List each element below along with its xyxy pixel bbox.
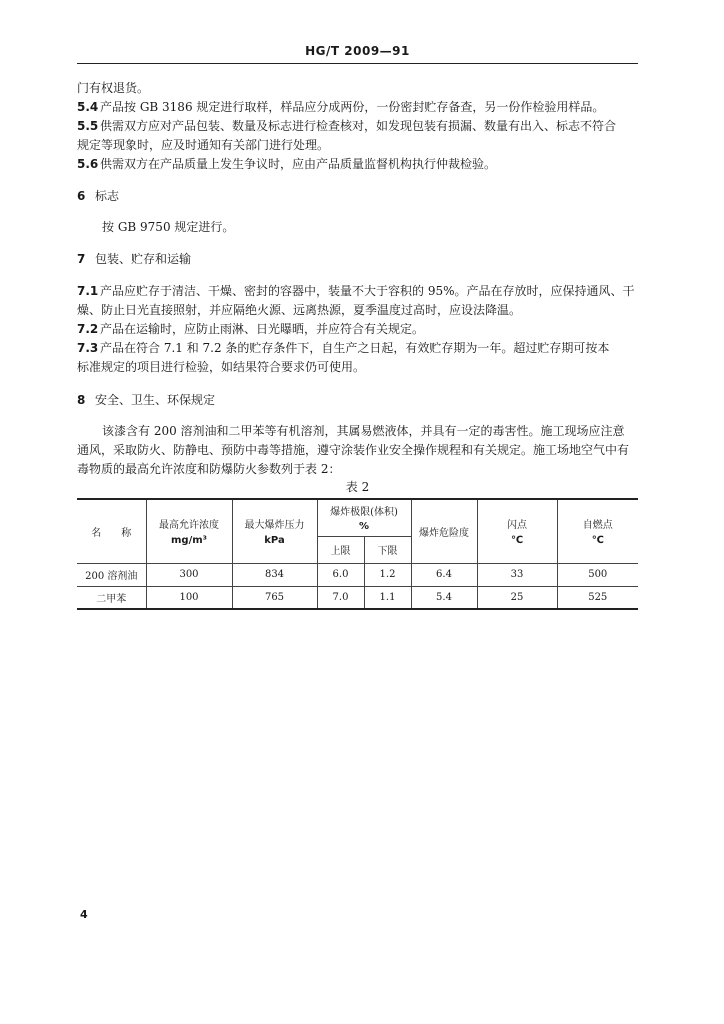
clause-number: 5.4 xyxy=(77,100,99,114)
header-autoignition xyxy=(557,499,638,563)
section-number: 8 xyxy=(77,393,86,407)
clause-5-5 xyxy=(77,116,638,136)
clause-text: 供需双方应对产品包装、数量及标志进行检查核对，如发现包装有损漏、数量有出入、标志不符合 xyxy=(100,119,617,133)
header-unit: mg/m³ xyxy=(170,535,208,547)
clause-text: 供需双方在产品质量上发生争议时，应由产品质量监督机构执行仲裁检验。 xyxy=(100,157,497,171)
clause-text: 产品按 GB 3186 规定进行取样，样品应分成两份，一份密封贮存备查，另一份作检验用样品。 xyxy=(100,100,605,114)
header-hazard: 爆炸危险度 xyxy=(411,499,477,563)
section-number: 7 xyxy=(77,252,86,266)
section-8-text-line-3: 毒物质的最高允许浓度和防爆防火参数列于表 2： xyxy=(77,462,341,476)
section-8-heading xyxy=(77,390,638,410)
section-6-heading xyxy=(77,186,638,206)
header-label: 自燃点 xyxy=(582,520,613,532)
header-rule xyxy=(77,63,638,64)
cell-upper-limit: 7.0 xyxy=(317,586,364,609)
cell-hazard: 6.4 xyxy=(411,563,477,586)
header-unit: ℃ xyxy=(510,535,524,547)
section-title: 标志 xyxy=(95,189,120,203)
clause-number: 5.5 xyxy=(77,119,99,133)
clause-text: 产品应贮存于清洁、干燥、密封的容器中，装量不大于容积的 95%。产品在存放时，应保持通风、干 xyxy=(100,284,635,298)
cell-flash-point: 25 xyxy=(477,586,557,609)
cell-max-pressure: 834 xyxy=(232,563,317,586)
cell-hazard: 5.4 xyxy=(411,586,477,609)
clause-5-4 xyxy=(77,97,638,117)
header-label: 最大爆炸压力 xyxy=(244,520,305,532)
clause-number: 7.3 xyxy=(77,341,99,355)
clause-7-3-line-2: 标准规定的项目进行检验，如结果符合要求仍可使用。 xyxy=(77,360,366,374)
section-7-heading xyxy=(77,249,638,269)
table-row xyxy=(77,563,638,586)
header-explosion-limit xyxy=(317,499,411,536)
header-lower-limit: 下限 xyxy=(364,536,411,563)
clause-number: 5.6 xyxy=(77,157,99,171)
clause-number: 7.1 xyxy=(77,284,99,298)
clause-text: 产品在运输时，应防止雨淋、日光曝晒，并应符合有关规定。 xyxy=(100,322,425,336)
table-caption: 表 2 xyxy=(345,480,370,494)
explosion-parameters-table xyxy=(77,498,638,610)
header-label: 闪点 xyxy=(507,520,527,532)
section-title: 安全、卫生、环保规定 xyxy=(95,393,216,407)
clause-text: 产品在符合 7.1 和 7.2 条的贮存条件下，自生产之日起，有效贮存期为一年。超过贮存期可按本 xyxy=(100,341,610,355)
header-name: 名 称 xyxy=(77,499,146,563)
page-number: 4 xyxy=(80,908,88,921)
cell-autoignition: 525 xyxy=(557,586,638,609)
clause-5-5-line-2: 规定等现象时，应及时通知有关部门进行处理。 xyxy=(77,138,330,152)
header-flash-point xyxy=(477,499,557,563)
clause-7-3 xyxy=(77,338,638,358)
clause-7-2 xyxy=(77,319,638,339)
cell-lower-limit: 1.2 xyxy=(364,563,411,586)
header-unit: ℃ xyxy=(591,535,604,547)
cell-name: 200 溶剂油 xyxy=(77,563,146,586)
cell-name: 二甲苯 xyxy=(77,586,146,609)
page-header: HG/T 2009—91 xyxy=(305,44,410,58)
header-max-concentration xyxy=(146,499,232,563)
section-number: 6 xyxy=(77,189,86,203)
header-label: 最高允许浓度 xyxy=(159,520,219,532)
table-row xyxy=(77,586,638,609)
header-max-pressure xyxy=(232,499,317,563)
paragraph-continuation: 门有权退货。 xyxy=(77,81,150,95)
clause-7-1 xyxy=(77,281,638,301)
header-unit: % xyxy=(358,521,370,533)
clause-7-1-line-2: 燥、防止日光直接照射，并应隔绝火源、远离热源，夏季温度过高时，应设法降温。 xyxy=(77,303,522,317)
header-unit: kPa xyxy=(264,535,285,547)
clause-number: 7.2 xyxy=(77,322,99,336)
cell-upper-limit: 6.0 xyxy=(317,563,364,586)
cell-max-pressure: 765 xyxy=(232,586,317,609)
header-label: 爆炸极限(体积) xyxy=(330,507,398,519)
cell-max-concentration: 100 xyxy=(146,586,232,609)
section-8-text-line-2: 通风，采取防火、防静电、预防中毒等措施，遵守涂装作业安全操作规程和有关规定。施工场地空气中有 xyxy=(77,443,630,457)
section-6-text: 按 GB 9750 规定进行。 xyxy=(102,220,235,234)
section-title: 包装、贮存和运输 xyxy=(95,252,192,266)
cell-lower-limit: 1.1 xyxy=(364,586,411,609)
header-upper-limit: 上限 xyxy=(317,536,364,563)
cell-flash-point: 33 xyxy=(477,563,557,586)
cell-autoignition: 500 xyxy=(557,563,638,586)
cell-max-concentration: 300 xyxy=(146,563,232,586)
section-8-text-line-1: 该漆含有 200 溶剂油和二甲苯等有机溶剂，其属易燃液体，并具有一定的毒害性。施工现场应注意 xyxy=(102,424,625,438)
clause-5-6 xyxy=(77,154,638,174)
